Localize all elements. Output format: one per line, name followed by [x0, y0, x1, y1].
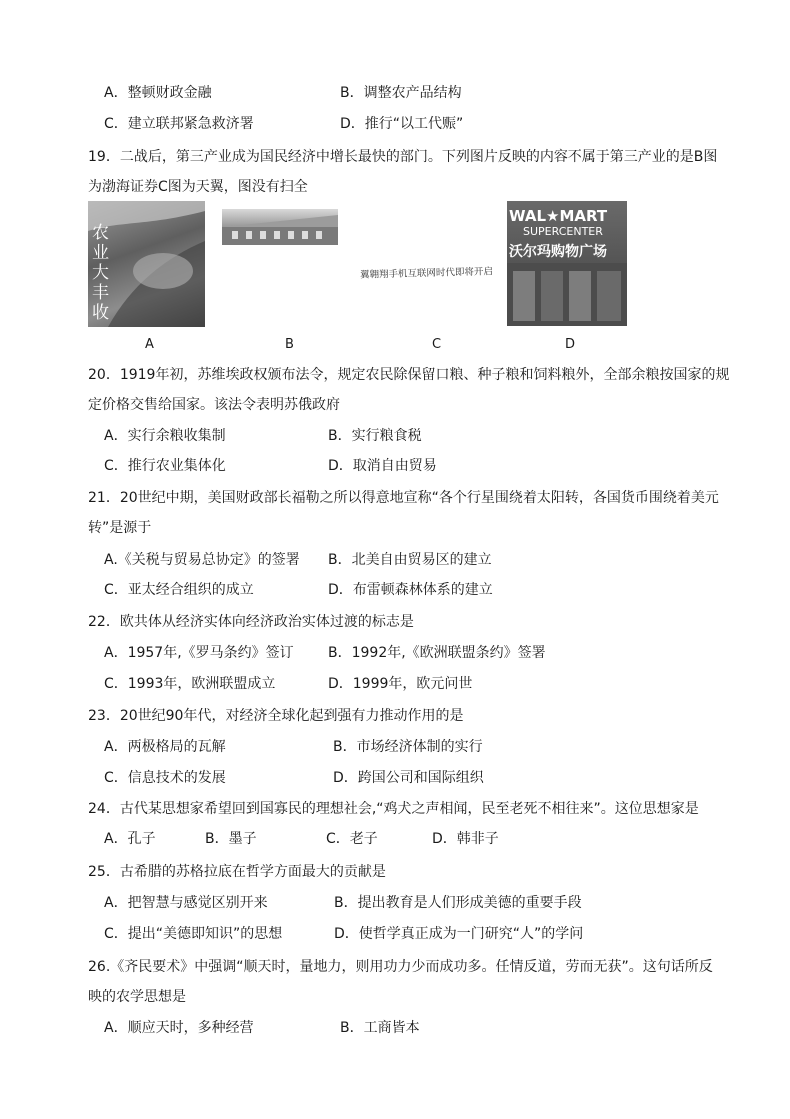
q25-option-c: C．提出“美德即知识”的思想 — [104, 926, 283, 942]
q26-stem-line1: 26.《齐民要术》中强调“顺天时，量地力，则用功力少而成功多。任情反道，劳而无获”。这句话所反 — [88, 959, 713, 975]
q19-stem-line1: 19．二战后，第三产业成为国民经济中增长最快的部门。下列图片反映的内容不属于第三产业的是B图 — [88, 149, 718, 165]
q24-option-b: B．墨子 — [205, 831, 257, 847]
q23-option-c: C．信息技术的发展 — [104, 770, 226, 786]
q18-option-a: A．整顿财政金融 — [104, 85, 212, 101]
walmart-chinese-sign: 沃尔玛购物广场 — [509, 244, 607, 260]
q21-option-b: B．北美自由贸易区的建立 — [328, 552, 492, 568]
q20-option-c: C．推行农业集体化 — [104, 458, 226, 474]
harvest-caption-text: 农业大丰收 — [92, 223, 109, 323]
q19-stem-line2: 为渤海证券C图为天翼，图没有扫全 — [88, 179, 308, 195]
q18-option-d: D．推行“以工代赈” — [340, 116, 464, 132]
q22-option-c: C．1993年，欧洲联盟成立 — [104, 676, 276, 692]
q23-option-b: B．市场经济体制的实行 — [333, 739, 483, 755]
walmart-sign: WAL★MART — [509, 207, 608, 225]
building-icon — [222, 209, 338, 245]
q21-stem-line2: 转”是源于 — [88, 520, 152, 536]
q20-option-d: D．取消自由贸易 — [328, 458, 437, 474]
q21-stem-line1: 21．20世纪中期，美国财政部长福勒之所以得意地宣称“各个行星围绕着太阳转，各国货币围绕着美元 — [88, 490, 719, 506]
q22-stem: 22．欧共体从经济实体向经济政治实体过渡的标志是 — [88, 614, 414, 630]
q24-stem: 24．古代某思想家希望回到国寡民的理想社会,“鸡犬之声相闻，民至老死不相往来”。这位思想家是 — [88, 801, 699, 817]
image-caption-d: D — [565, 337, 576, 352]
storefront-icon — [507, 201, 627, 326]
q25-option-d: D．使哲学真正成为一门研究“人”的学问 — [334, 926, 584, 942]
image-caption-b: B — [285, 337, 294, 352]
q24-option-d: D．韩非子 — [432, 831, 499, 847]
q22-option-b: B．1992年,《欧洲联盟条约》签署 — [328, 645, 546, 661]
image-caption-a: A — [145, 337, 154, 352]
q24-option-c: C．老子 — [326, 831, 378, 847]
supercenter-sign: SUPERCENTER — [523, 225, 603, 238]
q22-option-d: D．1999年，欧元问世 — [328, 676, 473, 692]
image-c-slogan: 翼翱翔手机互联网时代即将开启 — [359, 266, 494, 281]
q20-stem-line2: 定价格交售给国家。该法令表明苏俄政府 — [88, 397, 340, 413]
image-caption-c: C — [432, 337, 442, 352]
q26-stem-line2: 映的农学思想是 — [88, 989, 186, 1005]
q25-option-b: B．提出教育是人们形成美德的重要手段 — [334, 895, 582, 911]
q18-option-b: B．调整农产品结构 — [340, 85, 462, 101]
q23-option-a: A．两极格局的瓦解 — [104, 739, 226, 755]
q24-option-a: A．孔子 — [104, 831, 156, 847]
q20-option-b: B．实行粮食税 — [328, 428, 422, 444]
q21-option-a: A.《关税与贸易总协定》的签署 — [104, 552, 300, 568]
q25-stem: 25．古希腊的苏格拉底在哲学方面最大的贡献是 — [88, 864, 386, 880]
q26-option-b: B．工商皆本 — [340, 1020, 420, 1036]
image-b-building — [222, 209, 338, 245]
q20-stem-line1: 20．1919年初，苏维埃政权颁布法令，规定农民除保留口粮、种子粮和饲料粮外，全部余粮按国家的规 — [88, 367, 730, 383]
q23-stem: 23．20世纪90年代，对经济全球化起到强有力推动作用的是 — [88, 708, 464, 724]
q18-option-c: C．建立联邦紧急救济署 — [104, 116, 254, 132]
q26-option-a: A．顺应天时，多种经营 — [104, 1020, 254, 1036]
q23-option-d: D．跨国公司和国际组织 — [333, 770, 484, 786]
q21-option-c: C．亚太经合组织的成立 — [104, 582, 254, 598]
image-a-harvest — [88, 201, 205, 327]
q21-option-d: D．布雷顿森林体系的建立 — [328, 582, 493, 598]
q22-option-a: A．1957年,《罗马条约》签订 — [104, 645, 294, 661]
q20-option-a: A．实行余粮收集制 — [104, 428, 226, 444]
image-d-walmart — [507, 201, 627, 326]
q25-option-a: A．把智慧与感觉区别开来 — [104, 895, 268, 911]
